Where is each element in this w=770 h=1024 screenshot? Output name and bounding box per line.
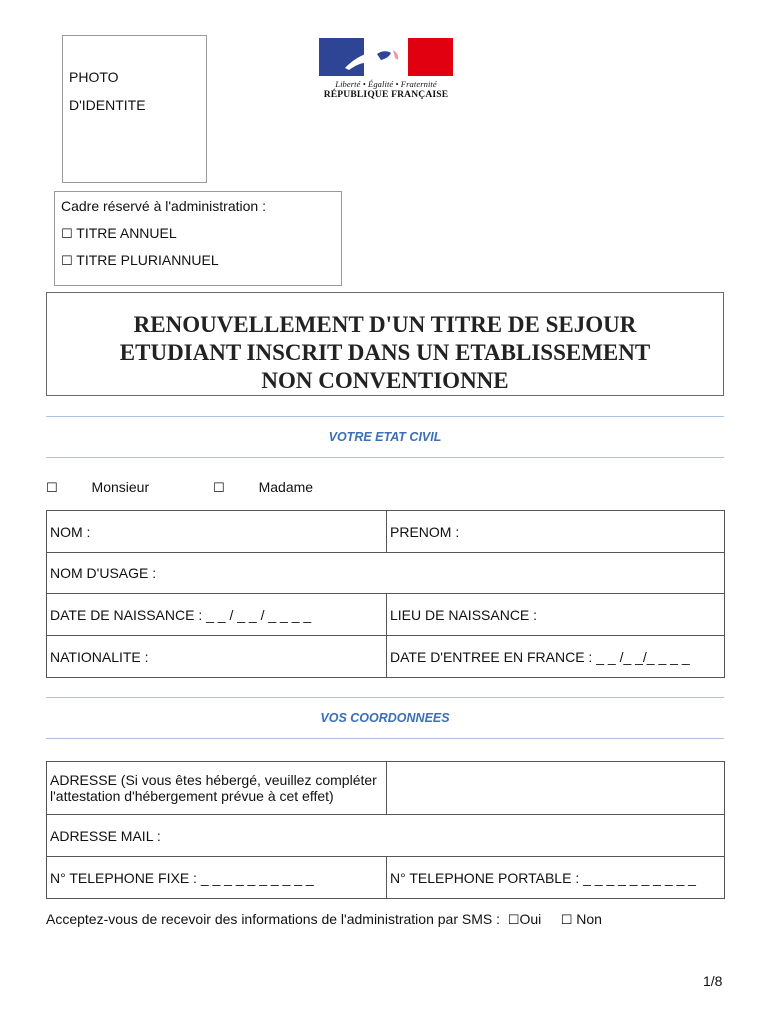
form-title [46,292,724,396]
titre-annuel-label: TITRE ANNUEL [76,225,177,241]
title-line-3: NON CONVENTIONNE [261,368,509,393]
coordonnees-heading: VOS COORDONNEES [320,711,450,725]
admin-title: Cadre réservé à l'administration : [61,198,266,214]
monsieur-label: Monsieur [91,479,150,495]
etat-civil-table [46,510,725,678]
sms-question: Acceptez-vous de recevoir des informations de l'administration par SMS : [46,911,500,927]
lieu-naissance-field[interactable]: LIEU DE NAISSANCE : [387,594,725,636]
title-line-2: ETUDIANT INSCRIT DANS UN ETABLISSEMENT [119,340,651,365]
adresse-input[interactable] [387,762,725,815]
table-row [47,636,725,678]
table-row [47,762,725,815]
logo-motto: Liberté • Égalité • Fraternité [335,79,437,89]
nationalite-field[interactable]: NATIONALITE : [47,636,387,678]
monsieur-checkbox[interactable]: ☐ [46,481,58,496]
date-entree-field[interactable]: DATE D'ENTREE EN FRANCE : _ _ /_ _/_ _ _ _ [387,636,725,678]
email-field[interactable]: ADRESSE MAIL : [47,815,725,857]
table-row [47,857,725,899]
madame-checkbox[interactable]: ☐ [213,481,225,496]
table-row [47,511,725,553]
date-naissance-field[interactable]: DATE DE NAISSANCE : _ _ / _ _ / _ _ _ _ [47,594,387,636]
adresse-label: ADRESSE (Si vous êtes hébergé, veuillez compléter l'attestation d'hébergement prévue à cet effet) [47,762,387,815]
madame-option [213,479,343,495]
photo-label-identite: D'IDENTITE [69,97,146,113]
admin-reserved-box [54,191,342,286]
table-row [47,594,725,636]
section-divider [46,697,724,698]
section-divider [46,457,724,458]
prenom-field[interactable]: PRENOM : [387,511,725,553]
title-line-1: RENOUVELLEMENT D'UN TITRE DE SEJOUR [133,312,637,337]
marianne-flag-icon [319,38,453,76]
logo-name: RÉPUBLIQUE FRANÇAISE [323,90,449,100]
titre-annuel-option [61,225,177,242]
civility-options [46,479,373,496]
madame-label: Madame [258,479,314,495]
titre-pluriannuel-checkbox[interactable]: ☐ [61,254,73,269]
tel-portable-field[interactable]: N° TELEPHONE PORTABLE : _ _ _ _ _ _ _ _ _ _ [387,857,725,899]
nom-usage-field[interactable]: NOM D'USAGE : [47,553,725,594]
photo-label: PHOTO [69,69,119,85]
sms-no-checkbox[interactable]: ☐ [560,913,573,928]
section-divider [46,738,724,739]
coordonnees-table [46,761,725,899]
sms-consent [46,911,602,928]
section-divider [46,416,724,417]
titre-pluriannuel-option [61,252,219,269]
page-number: 1/8 [703,973,723,989]
titre-pluriannuel-label: TITRE PLURIANNUEL [76,252,219,268]
tel-fixe-field[interactable]: N° TELEPHONE FIXE : _ _ _ _ _ _ _ _ _ _ [47,857,387,899]
republique-francaise-logo [319,38,453,100]
etat-civil-heading: VOTRE ETAT CIVIL [328,430,442,444]
table-row [47,815,725,857]
sms-yes-label: Oui [519,911,542,927]
table-row [47,553,725,594]
monsieur-option [46,479,179,495]
sms-yes-checkbox[interactable]: ☐ [507,913,520,928]
nom-field[interactable]: NOM : [47,511,387,553]
photo-placeholder [62,35,207,183]
sms-no-label: Non [576,911,602,927]
titre-annuel-checkbox[interactable]: ☐ [61,227,73,242]
